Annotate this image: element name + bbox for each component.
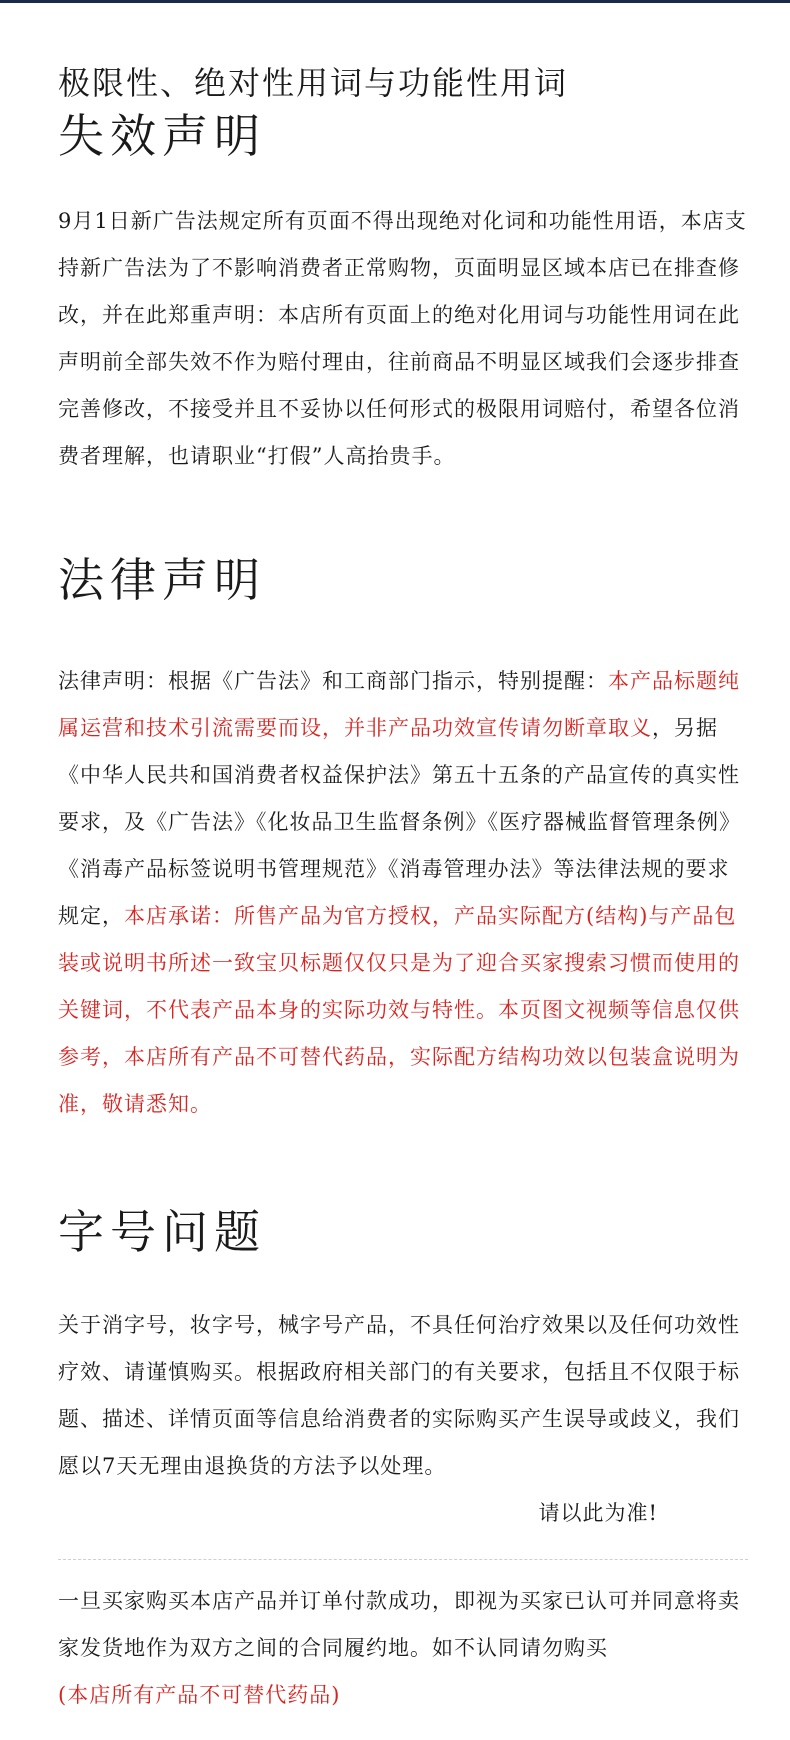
- legal-section: [58, 550, 748, 1128]
- license-title: 字号问题: [58, 1205, 266, 1259]
- statement-content: [58, 60, 748, 1719]
- disclaimer-body: 9月1日新广告法规定所有页面不得出现绝对化词和功能性用语，本店支持新广告法为了不影响消费者正常购物，页面明显区域本店已在排查修改，并在此郑重声明：本店所有页面上的绝对化用词与功能性用词在此声明前全部失效不作为赔付理由，往前商品不明显区域我们会逐步排查完善修改，不接受并且不妥协以任何形式的极限用词赔付，希望各位消费者理解，也请职业“打假”人高抬贵手。: [58, 209, 747, 468]
- footer-body: [58, 1578, 748, 1719]
- disclaimer-title: 失效声明: [58, 109, 266, 163]
- footer-text: 一旦买家购买本店产品并订单付款成功，即视为买家已认可并同意将卖家发货地作为双方之间的合同履约地。如不认同请勿购买: [58, 1589, 740, 1660]
- legal-title: 法律声明: [58, 553, 266, 607]
- license-section: [58, 1202, 748, 1537]
- legal-body: [58, 658, 748, 1128]
- footer-section: [58, 1578, 748, 1719]
- legal-text-highlight-title: 本产品标题纯属运营和技术引流需要而设，并非产品功效宣传请勿断章取义: [58, 669, 740, 740]
- top-accent-bar: [0, 0, 790, 3]
- footer-red-note: (本店所有产品不可替代药品): [58, 1683, 341, 1707]
- license-closing: 请以此为准!: [538, 1501, 658, 1525]
- legal-text-intro: 法律声明：根据《广告法》和工商部门指示，特别提醒：: [58, 669, 608, 693]
- divider: [58, 1559, 748, 1560]
- disclaimer-subtitle: 极限性、绝对性用词与功能性用词: [58, 64, 569, 102]
- license-body: 关于消字号，妆字号，械字号产品，不具任何治疗效果以及任何功效性疗效、请谨慎购买。根据政府相关部门的有关要求，包括且不仅限于标题、描述、详情页面等信息给消费者的实际购买产生误导或歧义，我们愿以7天无理由退换货的方法予以处理。: [58, 1313, 740, 1478]
- legal-text-commitment: 本店承诺：所售产品为官方授权，产品实际配方(结构)与产品包装或说明书所述一致宝贝标题仅仅只是为了迎合买家搜索习惯而使用的关键词，不代表产品本身的实际功效与特性。本页图文视频等信息仅供参考，本店所有产品不可替代药品，实际配方结构功效以包装盒说明为准，敬请悉知。: [58, 904, 740, 1116]
- legal-text-regulations: ，另据《中华人民共和国消费者权益保护法》第五十五条的产品宣传的真实性要求，及《广告法》《化妆品卫生监督条例》《医疗器械监督管理条例》《消毒产品标签说明书管理规范》《消毒管理办法》等法律法规的要求规定，: [58, 716, 741, 928]
- disclaimer-section: [58, 60, 748, 480]
